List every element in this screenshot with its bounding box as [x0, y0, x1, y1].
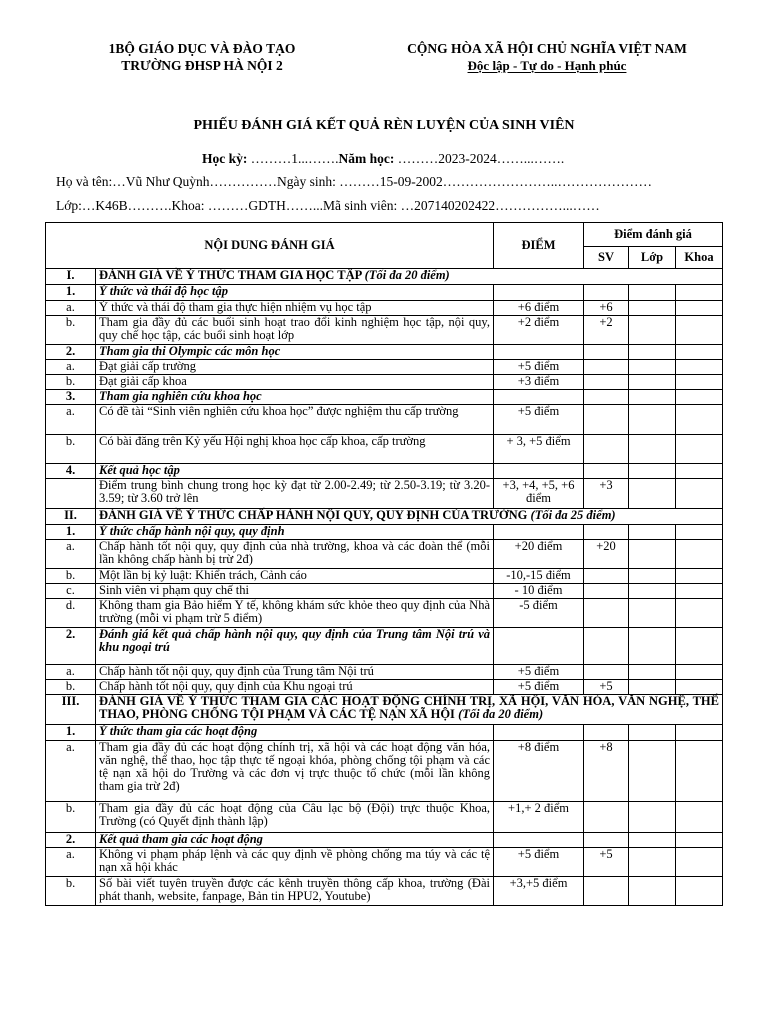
- section-row: [46, 509, 723, 525]
- score-sv: [584, 665, 629, 680]
- ministry-name: 1BỘ GIÁO DỤC VÀ ĐÀO TẠO: [108, 41, 296, 56]
- criterion-points: +5 điểm: [494, 680, 584, 695]
- score-faculty: [676, 833, 723, 848]
- row-number: 2.: [46, 628, 96, 665]
- subsection-title: Ý thức chấp hành nội quy, quy định: [96, 525, 494, 540]
- criterion-text: Có đề tài “Sinh viên nghiên cứu khoa học” được nghiệm thu cấp trường: [96, 405, 494, 435]
- score-sv: [584, 390, 629, 405]
- student-name-line: Họ và tên:…Vũ Như Quỳnh……………Ngày sinh: ………15-09-2002……………………..…………………: [56, 174, 653, 189]
- subsection-row: [46, 525, 723, 540]
- criterion-points: [494, 345, 584, 360]
- score-faculty: [676, 569, 723, 584]
- score-sv: +2: [584, 316, 629, 345]
- row-number: a.: [46, 848, 96, 877]
- section-title: [96, 509, 723, 525]
- criterion-text: Điểm trung bình chung trong học kỳ đạt từ 2.00-2.49; từ 2.50-3.19; từ 3.20-3.59; từ 3.60 trở lên: [96, 479, 494, 509]
- score-faculty: [676, 725, 723, 741]
- criterion-points: -5 điểm: [494, 599, 584, 628]
- score-sv: [584, 599, 629, 628]
- section-max-points: (Tối đa 20 điểm): [364, 268, 450, 282]
- criterion-text: Chấp hành tốt nội quy, quy định của Khu ngoại trú: [96, 680, 494, 695]
- header-content: NỘI DUNG ĐÁNH GIÁ: [46, 223, 494, 269]
- score-class: [629, 301, 676, 316]
- score-class: [629, 405, 676, 435]
- score-sv: [584, 405, 629, 435]
- row-number: b.: [46, 877, 96, 906]
- criterion-row: [46, 540, 723, 569]
- score-faculty: [676, 301, 723, 316]
- score-sv: +6: [584, 301, 629, 316]
- score-class: [629, 360, 676, 375]
- score-faculty: [676, 540, 723, 569]
- criterion-row: [46, 569, 723, 584]
- score-faculty: [676, 599, 723, 628]
- criterion-text: Tham gia đầy đủ các buổi sinh hoạt trao đổi kinh nghiệm học tập, nội quy, quy chế học tập, các buổi sinh hoạt lớp: [96, 316, 494, 345]
- score-class: [629, 599, 676, 628]
- criterion-row: [46, 802, 723, 833]
- criterion-row: [46, 479, 723, 509]
- criterion-text: Số bài viết tuyên truyền được các kênh truyền thông cấp khoa, trường (Đài phát thanh, website, fanpage, Bản tin HPU2, Youtube): [96, 877, 494, 906]
- criterion-row: [46, 680, 723, 695]
- row-number: b.: [46, 435, 96, 464]
- row-number: b.: [46, 316, 96, 345]
- section-max-points: (Tối đa 20 điểm): [458, 707, 544, 721]
- subsection-title: Đánh giá kết quả chấp hành nội quy, quy định của Trung tâm Nội trú và khu ngoại trú: [96, 628, 494, 665]
- criterion-points: +1,+ 2 điểm: [494, 802, 584, 833]
- score-faculty: [676, 665, 723, 680]
- row-number: 4.: [46, 464, 96, 479]
- criterion-row: [46, 405, 723, 435]
- score-faculty: [676, 435, 723, 464]
- score-class: [629, 665, 676, 680]
- row-number: 2.: [46, 833, 96, 848]
- ministry-header: [82, 40, 322, 74]
- section-max-points: (Tối đa 25 điểm): [530, 508, 616, 522]
- score-class: [629, 877, 676, 906]
- subsection-title: Ý thức và thái độ học tập: [96, 285, 494, 301]
- score-class: [629, 375, 676, 390]
- criterion-row: [46, 435, 723, 464]
- row-number: a.: [46, 741, 96, 802]
- criterion-text: Chấp hành tốt nội quy, quy định của Trung tâm Nội trú: [96, 665, 494, 680]
- section-text: ĐÁNH GIÁ VỀ Ý THỨC THAM GIA CÁC HOẠT ĐỘNG CHÍNH TRỊ, XÃ HỘI, VĂN HÓA, VĂN NGHỆ, THỂ THAO, PHÒNG CHỐNG TỘI PHẠM VÀ CÁC TỆ NẠN XÃ HỘI: [99, 694, 719, 721]
- criterion-row: [46, 360, 723, 375]
- criterion-row: [46, 741, 723, 802]
- criterion-row: [46, 301, 723, 316]
- criterion-points: +5 điểm: [494, 405, 584, 435]
- row-number: III.: [46, 695, 96, 725]
- row-number: b.: [46, 375, 96, 390]
- score-faculty: [676, 390, 723, 405]
- subsection-title: Tham gia nghiên cứu khoa học: [96, 390, 494, 405]
- score-class: [629, 464, 676, 479]
- score-faculty: [676, 741, 723, 802]
- score-faculty: [676, 345, 723, 360]
- row-number: a.: [46, 665, 96, 680]
- row-number: b.: [46, 802, 96, 833]
- score-class: [629, 680, 676, 695]
- score-class: [629, 345, 676, 360]
- score-faculty: [676, 316, 723, 345]
- row-number: 3.: [46, 390, 96, 405]
- criterion-text: Không tham gia Bảo hiểm Y tế, không khám sức khỏe theo quy định của Nhà trường (mỗi vi phạm trừ 5 điểm): [96, 599, 494, 628]
- criterion-points: [494, 725, 584, 741]
- score-sv: +20: [584, 540, 629, 569]
- subsection-row: [46, 464, 723, 479]
- header-points: ĐIỂM: [494, 223, 584, 269]
- form-title: PHIẾU ĐÁNH GIÁ KẾT QUẢ RÈN LUYỆN CỦA SINH VIÊN: [193, 118, 575, 133]
- score-class: [629, 628, 676, 665]
- score-sv: +5: [584, 680, 629, 695]
- section-row: [46, 695, 723, 725]
- score-faculty: [676, 877, 723, 906]
- score-class: [629, 569, 676, 584]
- criterion-text: Tham gia đầy đủ các hoạt động của Câu lạc bộ (Đội) trực thuộc Khoa, Trường (có Quyết định thành lập): [96, 802, 494, 833]
- score-sv: +3: [584, 479, 629, 509]
- semester-value: ………1...…….: [247, 151, 339, 166]
- score-sv: [584, 802, 629, 833]
- criterion-text: Một lần bị kỷ luật: Khiển trách, Cảnh cáo: [96, 569, 494, 584]
- criterion-points: [494, 464, 584, 479]
- row-number: a.: [46, 405, 96, 435]
- score-faculty: [676, 375, 723, 390]
- score-sv: [584, 285, 629, 301]
- criterion-points: +5 điểm: [494, 848, 584, 877]
- score-class: [629, 479, 676, 509]
- evaluation-table: [45, 222, 723, 906]
- subsection-row: [46, 285, 723, 301]
- subsection-row: [46, 345, 723, 360]
- row-number: 1.: [46, 285, 96, 301]
- score-faculty: [676, 848, 723, 877]
- header-evaluation: Điểm đánh giá: [584, 223, 723, 247]
- section-title: [96, 269, 723, 285]
- criterion-text: Chấp hành tốt nội quy, quy định của nhà trường, khoa và các đoàn thể (mỗi lần không chấp hành bị trừ 2đ): [96, 540, 494, 569]
- subsection-title: Kết quả học tập: [96, 464, 494, 479]
- country-name: CỘNG HÒA XÃ HỘI CHỦ NGHĨA VIỆT NAM: [407, 41, 687, 56]
- score-faculty: [676, 360, 723, 375]
- score-class: [629, 848, 676, 877]
- score-sv: [584, 584, 629, 599]
- score-class: [629, 435, 676, 464]
- criterion-points: +8 điểm: [494, 741, 584, 802]
- score-class: [629, 390, 676, 405]
- score-class: [629, 525, 676, 540]
- criterion-points: [494, 525, 584, 540]
- score-faculty: [676, 680, 723, 695]
- score-faculty: [676, 802, 723, 833]
- semester-label: Học kỳ:: [202, 151, 248, 166]
- criterion-text: Không vi phạm pháp lệnh và các quy định về phòng chống ma túy và các tệ nạn xã hội khác: [96, 848, 494, 877]
- criterion-text: Đạt giải cấp khoa: [96, 375, 494, 390]
- score-sv: [584, 375, 629, 390]
- row-number: 2.: [46, 345, 96, 360]
- national-header: [382, 40, 712, 74]
- subsection-title: Kết quả tham gia các hoạt động: [96, 833, 494, 848]
- student-class-line: Lớp:…K46B……….Khoa: ………GDTH……...Mã sinh viên: …207140202422……………...……: [56, 198, 600, 213]
- score-class: [629, 802, 676, 833]
- header-class: Lớp: [629, 247, 676, 269]
- section-text: ĐÁNH GIÁ VỀ Ý THỨC THAM GIA HỌC TẬP: [99, 268, 365, 282]
- criterion-text: Sinh viên vi phạm quy chế thi: [96, 584, 494, 599]
- score-faculty: [676, 479, 723, 509]
- score-sv: [584, 464, 629, 479]
- criterion-points: [494, 390, 584, 405]
- score-faculty: [676, 285, 723, 301]
- criterion-row: [46, 877, 723, 906]
- score-sv: [584, 360, 629, 375]
- criterion-points: +5 điểm: [494, 360, 584, 375]
- section-title: [96, 695, 723, 725]
- subsection-row: [46, 628, 723, 665]
- score-faculty: [676, 464, 723, 479]
- score-faculty: [676, 525, 723, 540]
- criterion-text: Đạt giải cấp trường: [96, 360, 494, 375]
- row-number: d.: [46, 599, 96, 628]
- row-number: [46, 479, 96, 509]
- row-number: b.: [46, 680, 96, 695]
- criterion-row: [46, 375, 723, 390]
- criterion-points: +2 điểm: [494, 316, 584, 345]
- criterion-points: + 3, +5 điểm: [494, 435, 584, 464]
- score-sv: +8: [584, 741, 629, 802]
- university-name: TRƯỜNG ĐHSP HÀ NỘI 2: [121, 58, 283, 73]
- score-class: [629, 741, 676, 802]
- school-year-label: Năm học:: [338, 151, 395, 166]
- header-faculty: Khoa: [676, 247, 723, 269]
- score-sv: [584, 725, 629, 741]
- criterion-points: [494, 833, 584, 848]
- criterion-points: +6 điểm: [494, 301, 584, 316]
- score-class: [629, 540, 676, 569]
- criterion-text: Ý thức và thái độ tham gia thực hiện nhiệm vụ học tập: [96, 301, 494, 316]
- criterion-points: [494, 628, 584, 665]
- score-class: [629, 285, 676, 301]
- row-number: 1.: [46, 525, 96, 540]
- score-sv: [584, 877, 629, 906]
- criterion-points: +20 điểm: [494, 540, 584, 569]
- score-sv: [584, 525, 629, 540]
- criterion-row: [46, 665, 723, 680]
- score-sv: [584, 833, 629, 848]
- subsection-title: Ý thức tham gia các hoạt động: [96, 725, 494, 741]
- criterion-points: +3 điểm: [494, 375, 584, 390]
- score-faculty: [676, 628, 723, 665]
- row-number: a.: [46, 301, 96, 316]
- score-faculty: [676, 584, 723, 599]
- criterion-points: +3,+5 điểm: [494, 877, 584, 906]
- section-text: ĐÁNH GIÁ VỀ Ý THỨC CHẤP HÀNH NỘI QUY, QUY ĐỊNH CỦA TRƯỜNG: [99, 508, 531, 522]
- criterion-text: Tham gia đầy đủ các hoạt động chính trị, xã hội và các hoạt động văn hóa, văn nghệ, thể thao, học tập thực tế ngoại khóa, phòng chống tội phạm và các tệ nạn xã hội do Trường và các đơn vị trực thuộc tổ chức (mỗi lần không tham gia trừ 2đ): [96, 741, 494, 802]
- criterion-points: +3, +4, +5, +6 điểm: [494, 479, 584, 509]
- score-sv: +5: [584, 848, 629, 877]
- subsection-row: [46, 833, 723, 848]
- score-sv: [584, 569, 629, 584]
- row-number: b.: [46, 569, 96, 584]
- score-class: [629, 584, 676, 599]
- header-sv: SV: [584, 247, 629, 269]
- score-class: [629, 833, 676, 848]
- criterion-points: -10,-15 điểm: [494, 569, 584, 584]
- evaluation-rows: [46, 269, 723, 906]
- row-number: a.: [46, 360, 96, 375]
- subsection-row: [46, 725, 723, 741]
- criterion-row: [46, 599, 723, 628]
- row-number: II.: [46, 509, 96, 525]
- criterion-points: [494, 285, 584, 301]
- score-class: [629, 316, 676, 345]
- score-faculty: [676, 405, 723, 435]
- school-year-value: ………2023-2024……...…….: [394, 151, 565, 166]
- row-number: 1.: [46, 725, 96, 741]
- score-sv: [584, 435, 629, 464]
- criterion-row: [46, 584, 723, 599]
- score-sv: [584, 628, 629, 665]
- criterion-row: [46, 316, 723, 345]
- criterion-points: +5 điểm: [494, 665, 584, 680]
- score-sv: [584, 345, 629, 360]
- section-row: [46, 269, 723, 285]
- criterion-text: Có bài đăng trên Kỷ yếu Hội nghị khoa học cấp khoa, cấp trường: [96, 435, 494, 464]
- row-number: a.: [46, 540, 96, 569]
- criterion-row: [46, 848, 723, 877]
- row-number: c.: [46, 584, 96, 599]
- row-number: I.: [46, 269, 96, 285]
- subsection-row: [46, 390, 723, 405]
- subsection-title: Tham gia thi Olympic các môn học: [96, 345, 494, 360]
- criterion-points: - 10 điểm: [494, 584, 584, 599]
- score-class: [629, 725, 676, 741]
- semester-line: [202, 151, 564, 167]
- national-motto: Độc lập - Tự do - Hạnh phúc: [467, 58, 627, 73]
